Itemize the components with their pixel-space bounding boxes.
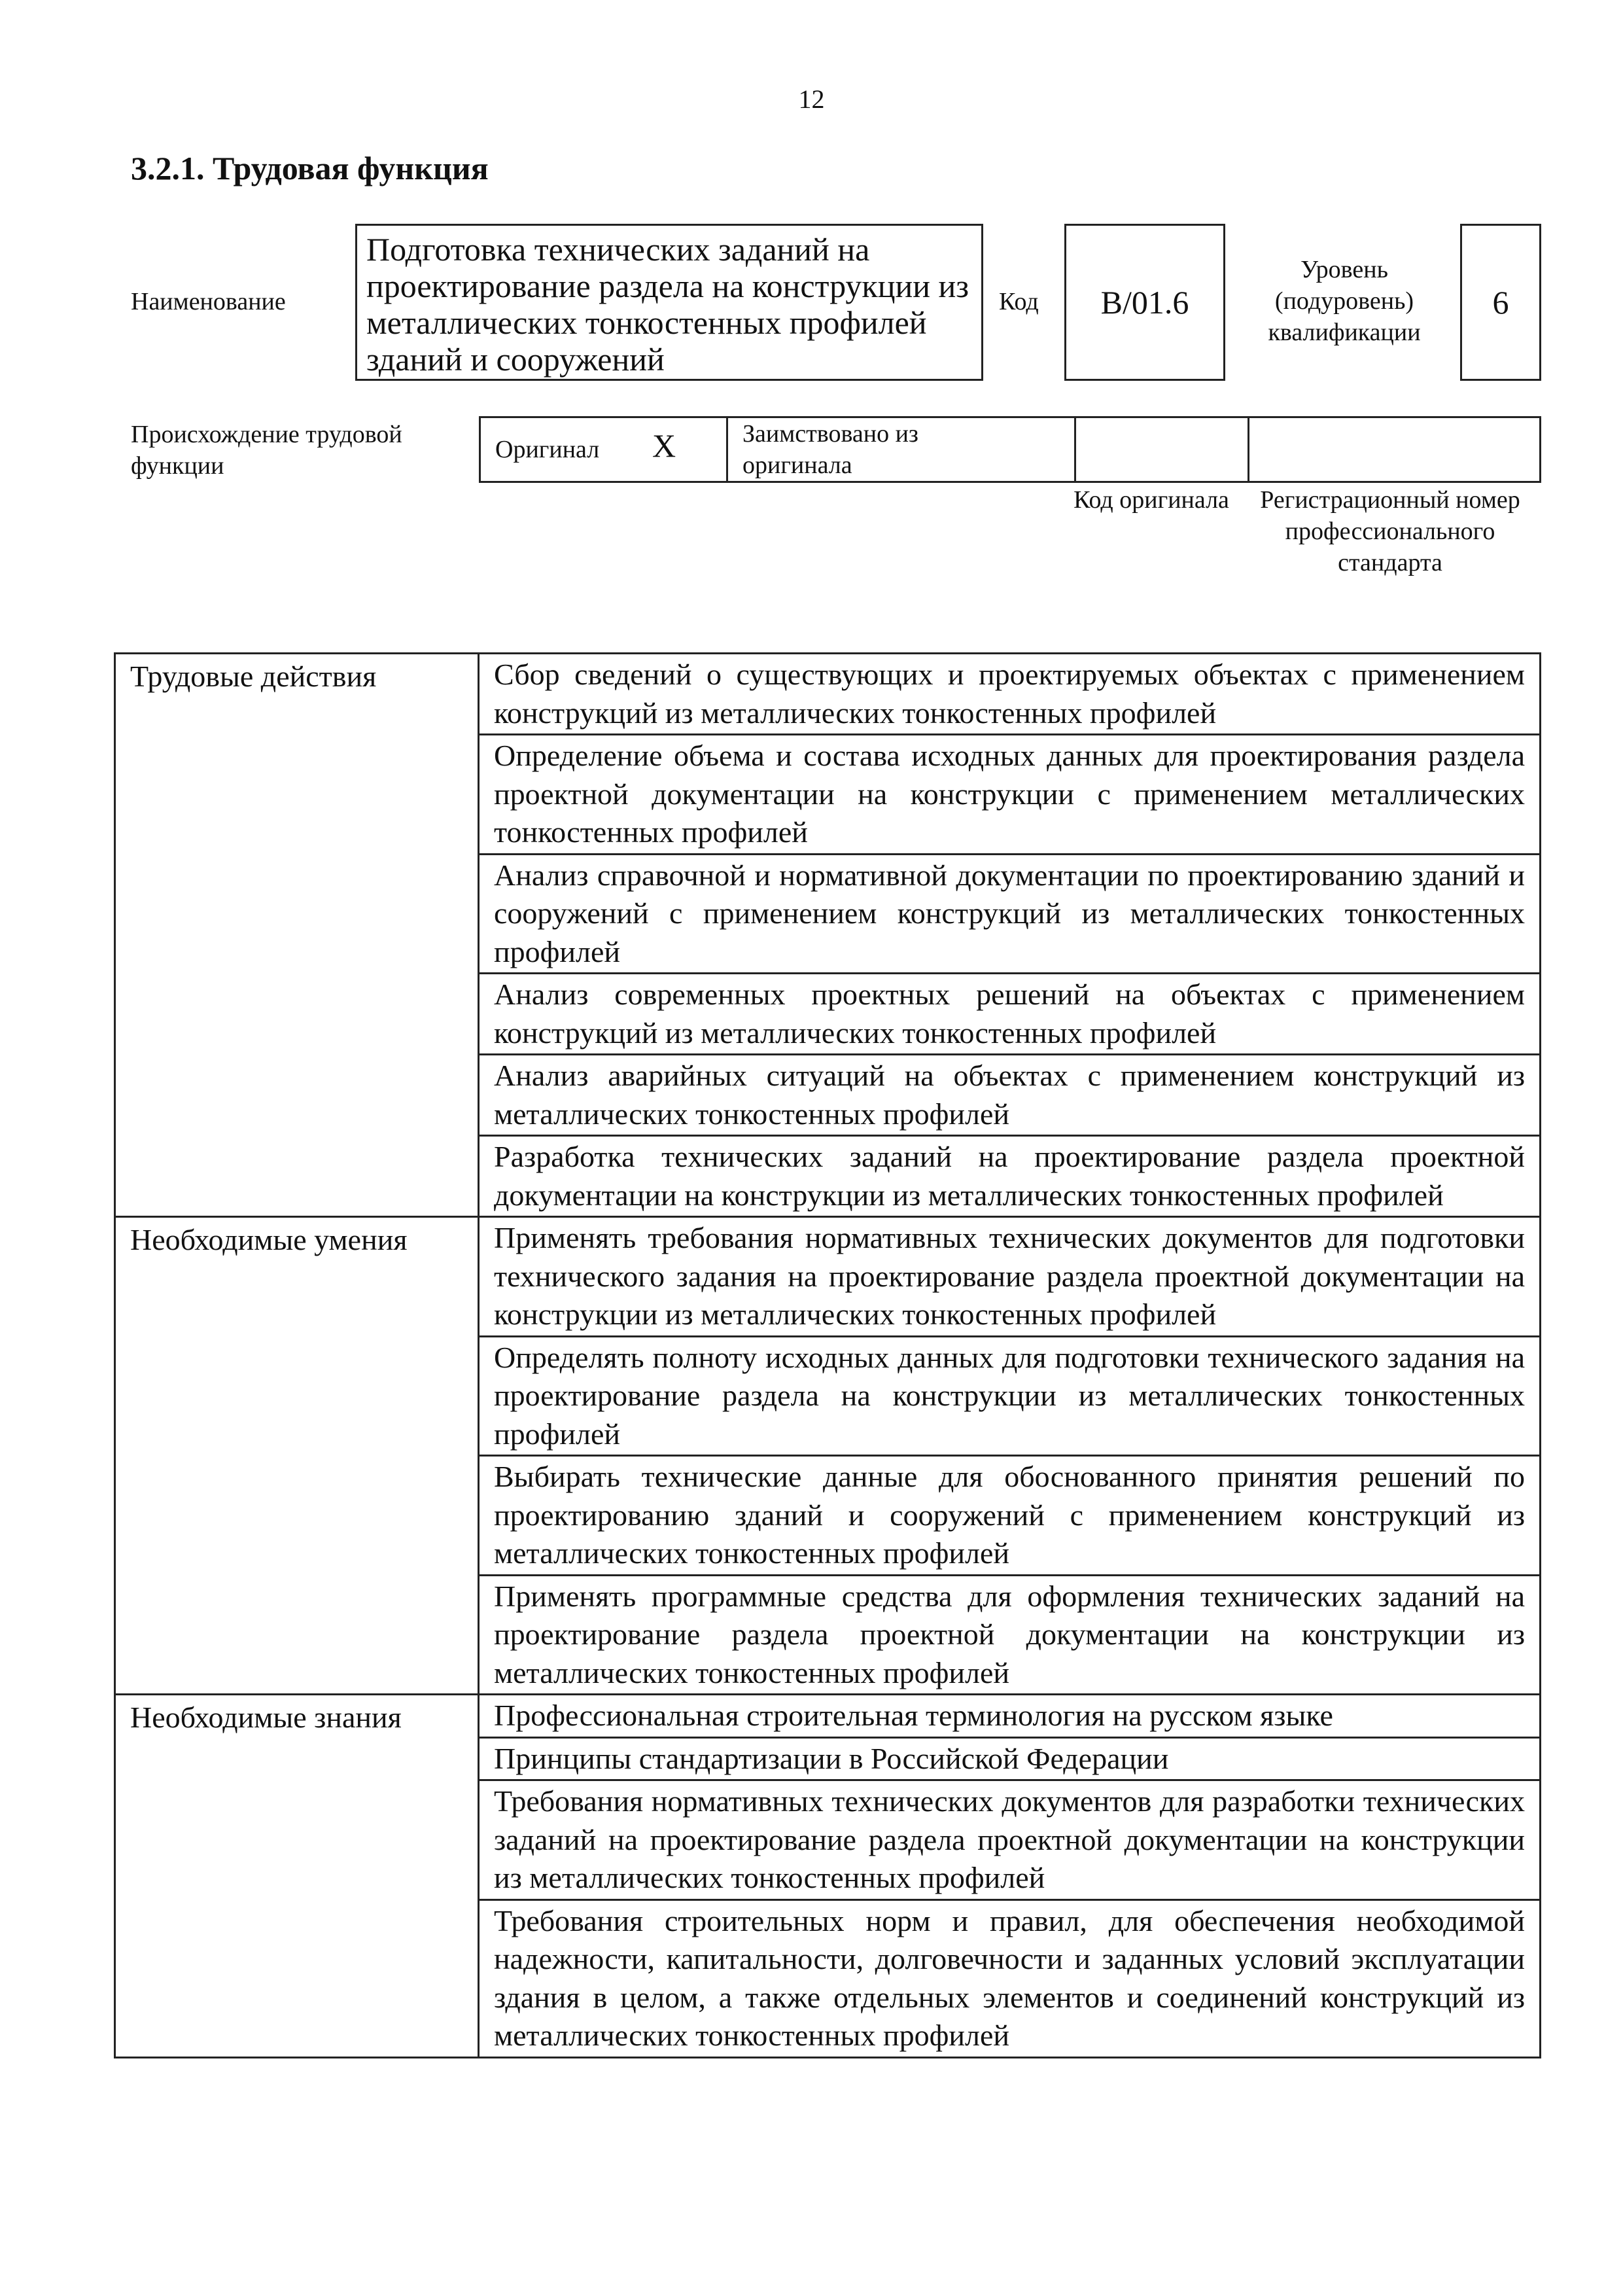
page-number: 12 (798, 84, 825, 114)
reg-number-label: Регистрационный номер профессионального стандарта (1260, 486, 1520, 576)
level-label: Уровень (подуровень) квалификации (1268, 256, 1421, 346)
list-item: Применять программные средства для оформления технических заданий на проектирование раздела проектной документации на конструкции из металлических тонкостенных профилей (479, 1575, 1541, 1695)
origin-label: Происхождение трудовой функции (131, 421, 402, 480)
table-row (115, 1217, 1541, 1337)
borrowed-label: Заимствовано из оригинала (742, 420, 918, 479)
origin-original-cell (481, 418, 728, 481)
code-box (1064, 224, 1225, 381)
original-mark: X (652, 427, 676, 464)
function-details-table (114, 652, 1541, 2058)
list-item: Принципы стандартизации в Российской Федерации (479, 1737, 1541, 1780)
origin-reg-number-cell (1249, 418, 1539, 481)
list-item: Применять требования нормативных технических документов для подготовки технического задания на проектирование раздела проектной документации на конструкции из металлических тонкостенных профилей (479, 1217, 1541, 1337)
code-original-label: Код оригинала (1073, 486, 1229, 514)
function-name-value: Подготовка технических заданий на проектирование раздела на конструкции из металлических тонкостенных профилей зданий и сооружений (366, 231, 969, 378)
list-item: Определение объема и состава исходных данных для проектирования раздела проектной документации на конструкции с применением металлических тонкостенных профилей (479, 735, 1541, 855)
category-cell: Необходимые знания (115, 1695, 479, 2058)
level-value: 6 (1492, 284, 1509, 321)
table-row (115, 1695, 1541, 1738)
list-item: Анализ современных проектных решений на объектах с применением конструкций из металлических тонкостенных профилей (479, 974, 1541, 1055)
code-value: B/01.6 (1100, 284, 1189, 321)
code-label: Код (999, 288, 1039, 315)
table-row (115, 654, 1541, 735)
original-label: Оригинал (495, 436, 600, 463)
list-item: Анализ справочной и нормативной документации по проектированию зданий и сооружений с применением конструкций из металлических тонкостенных профилей (479, 854, 1541, 974)
list-item: Выбирать технические данные для обоснованного принятия решений по проектированию зданий и сооружений с применением конструкций из металлических тонкостенных профилей (479, 1456, 1541, 1576)
list-item: Разработка технических заданий на проектирование раздела проектной документации на конструкции из металлических тонкостенных профилей (479, 1136, 1541, 1217)
origin-borrowed-cell (728, 418, 1076, 481)
level-box (1460, 224, 1541, 381)
name-label: Наименование (131, 288, 286, 315)
list-item: Анализ аварийных ситуаций на объектах с применением конструкций из металлических тонкостенных профилей (479, 1055, 1541, 1136)
list-item: Определять полноту исходных данных для подготовки технического задания на проектирование раздела на конструкции из металлических тонкостенных профилей (479, 1336, 1541, 1456)
list-item: Сбор сведений о существующих и проектируемых объектах с применением конструкций из металлических тонкостенных профилей (479, 654, 1541, 735)
list-item: Требования нормативных технических документов для разработки технических заданий на проектирование раздела проектной документации на конструкции из металлических тонкостенных профилей (479, 1780, 1541, 1900)
origin-row (479, 416, 1541, 483)
section-title: 3.2.1. Трудовая функция (131, 150, 489, 186)
category-cell: Необходимые умения (115, 1217, 479, 1695)
category-cell: Трудовые действия (115, 654, 479, 1217)
origin-code-cell (1076, 418, 1249, 481)
list-item: Требования строительных норм и правил, для обеспечения необходимой надежности, капитальности, долговечности и заданных условий эксплуатации здания в целом, а также отдельных элементов и соединений конструкций из металлических тонкостенных профилей (479, 1899, 1541, 2057)
function-name-box (355, 224, 983, 381)
list-item: Профессиональная строительная терминология на русском языке (479, 1695, 1541, 1738)
